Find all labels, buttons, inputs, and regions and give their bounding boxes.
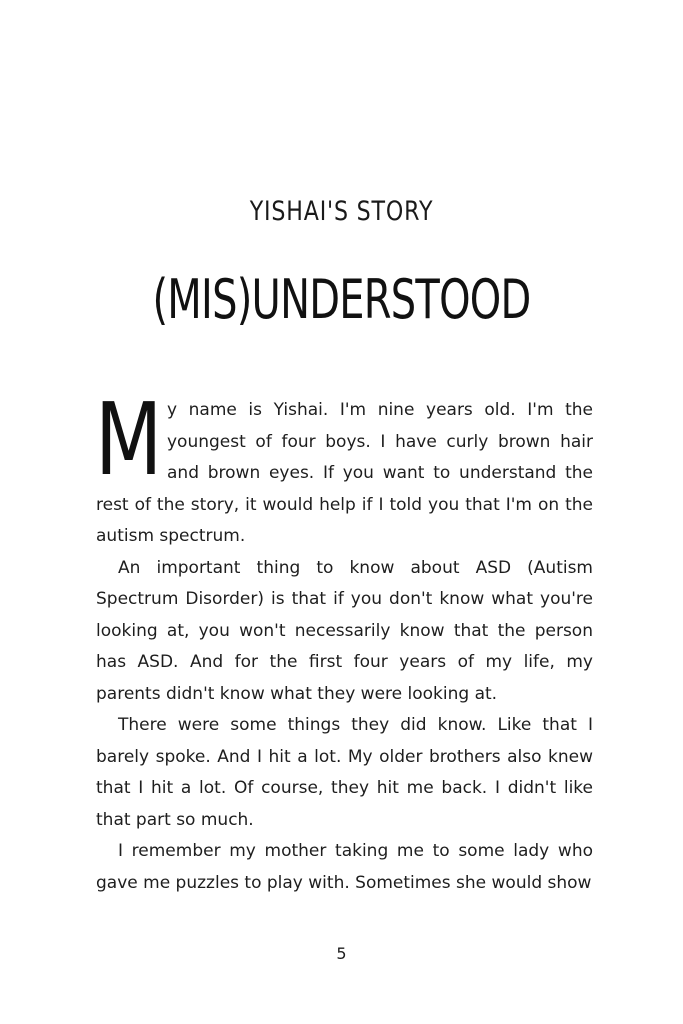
paragraph-3: There were some things they did know. Like that I barely spoke. And I hit a lot. My older brothers also knew that I hit a lot. Of course, they hit me back. I didn't like that part so much.: [96, 715, 593, 830]
paragraph-1: [95, 381, 593, 553]
paragraph-4: I remember my mother taking me to some lady who gave me puzzles to play with. Sometimes she would show: [96, 841, 593, 893]
drop-cap: M: [95, 381, 163, 498]
paragraph-1-text: y name is Yishai. I'm nine years old. I'm the youngest of four boys. I have curly brown hair and brown eyes. If you want to understand the rest of the story, it would help if I told you that I'm on the autism spectrum.: [96, 400, 593, 546]
paragraph-2: An important thing to know about ASD (Autism Spectrum Disorder) is that if you don't know what you're looking at, you won't necessarily know that the person has ASD. And for the first four years of my life, my parents didn't know what they were looking at.: [96, 557, 593, 704]
chapter-label: YISHAI'S STORY: [249, 196, 434, 227]
chapter-title: (MIS)UNDERSTOOD: [152, 268, 531, 331]
page-number: 5: [336, 944, 347, 963]
chapter-body: [95, 381, 593, 899]
